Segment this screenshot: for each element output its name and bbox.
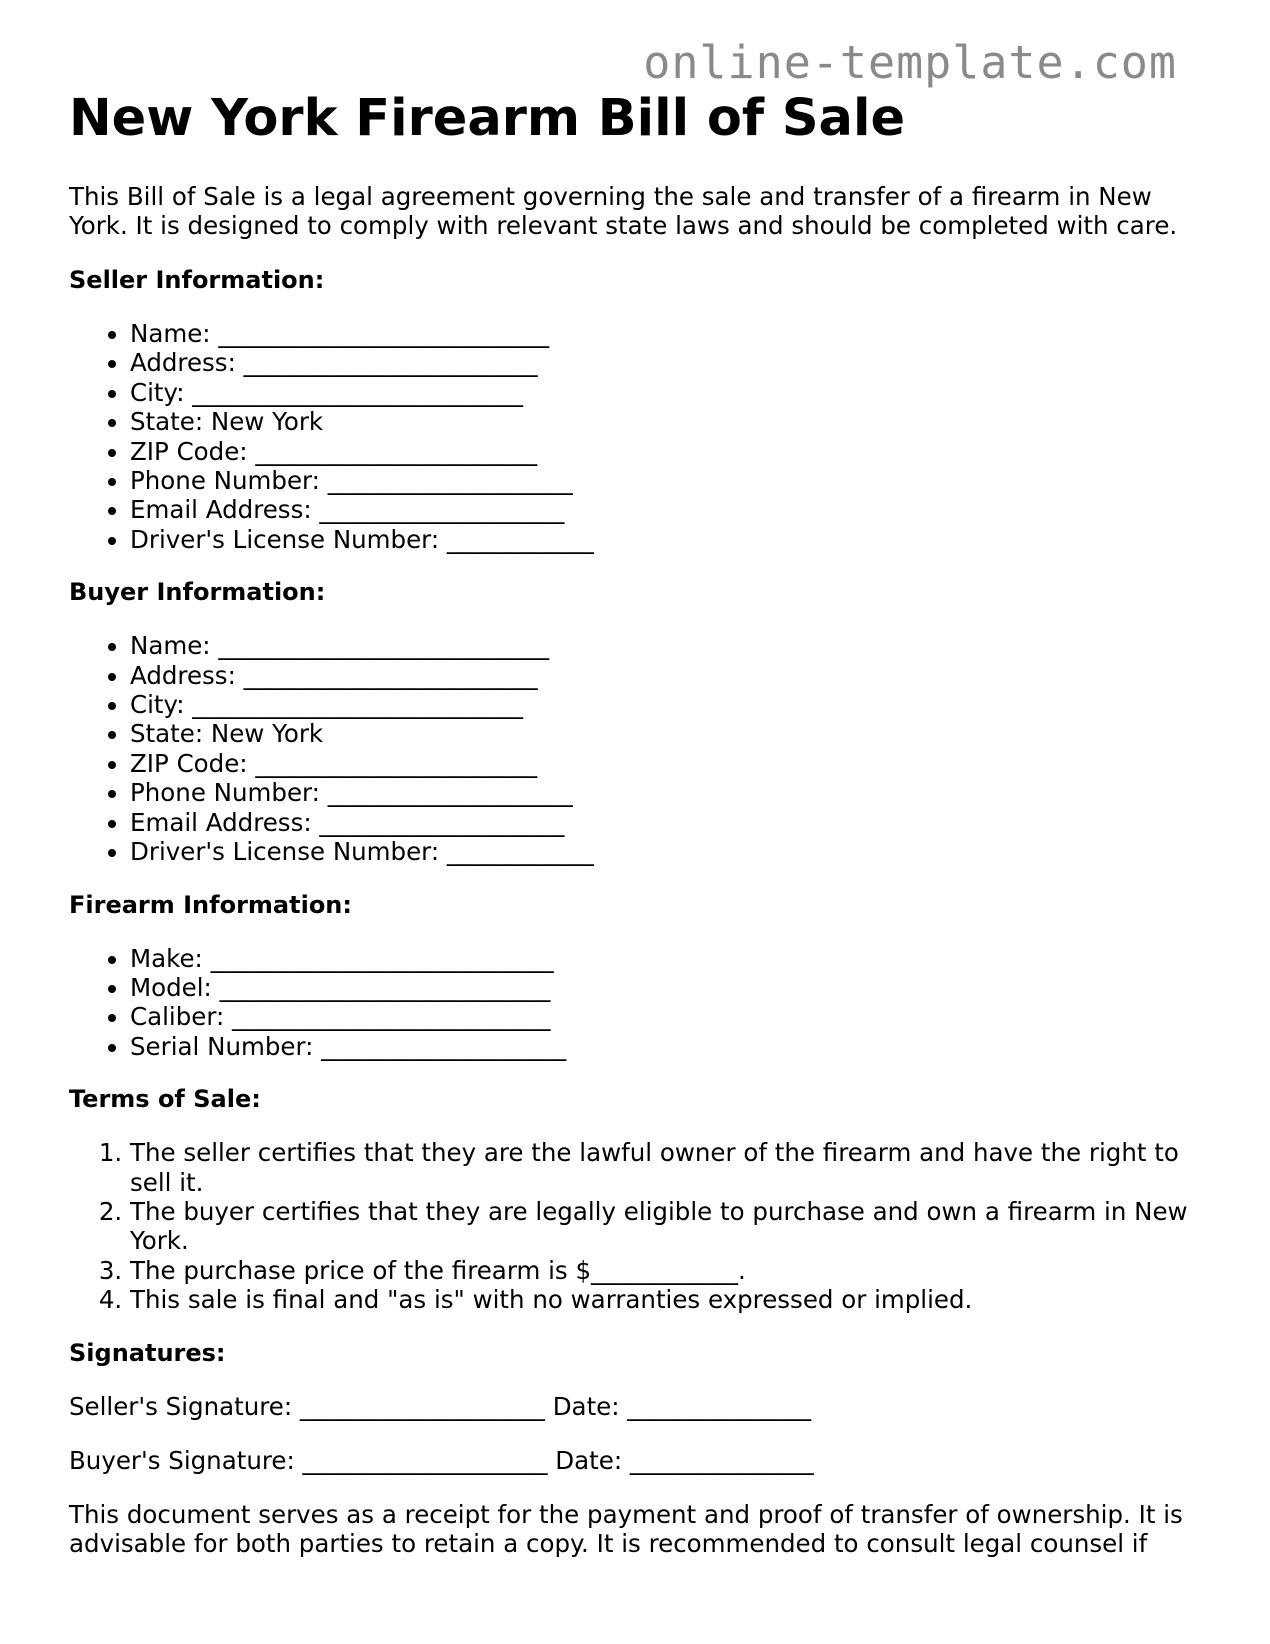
firearm-list (69, 944, 1199, 1062)
watermark-text: online-template.com (643, 36, 1177, 89)
buyer-phone-field: • Phone Number: ____________________ (130, 778, 1199, 807)
buyer-state-field: • State: New York (130, 719, 1199, 748)
buyer-license-field: • Driver's License Number: ____________ (130, 837, 1199, 866)
signatures-heading: Signatures: (69, 1338, 226, 1367)
closing-paragraph: This document serves as a receipt for the payment and proof of transfer of ownership. It is advisable for both parties to retain a copy. It is recommended to consult legal counsel if (69, 1499, 1183, 1558)
seller-name-field: • Name: ___________________________ (130, 319, 1199, 348)
buyer-email-field: • Email Address: ____________________ (130, 808, 1199, 837)
seller-address-field: • Address: ________________________ (130, 348, 1199, 377)
seller-zip-field: • ZIP Code: _______________________ (130, 437, 1199, 466)
term-item: 3. The purchase price of the firearm is $____________. (130, 1256, 1199, 1285)
document-page (69, 88, 1199, 1558)
firearm-make-field: • Make: ____________________________ (130, 944, 1199, 973)
document-title: New York Firearm Bill of Sale (69, 89, 906, 148)
seller-state-field: • State: New York (130, 407, 1199, 436)
buyer-address-field: • Address: ________________________ (130, 661, 1199, 690)
seller-city-field: • City: ___________________________ (130, 378, 1199, 407)
firearm-caliber-field: • Caliber: __________________________ (130, 1002, 1199, 1031)
buyer-zip-field: • ZIP Code: _______________________ (130, 749, 1199, 778)
seller-email-field: • Email Address: ____________________ (130, 495, 1199, 524)
firearm-model-field: • Model: ___________________________ (130, 973, 1199, 1002)
term-item: 1. The seller certifies that they are the lawful owner of the firearm and have the right to sell it. (130, 1138, 1199, 1197)
buyer-heading: Buyer Information: (69, 578, 326, 607)
intro-paragraph: This Bill of Sale is a legal agreement governing the sale and transfer of a firearm in New York. It is designed to comply with relevant state laws and should be completed with care. (69, 182, 1178, 240)
terms-list (69, 1138, 1199, 1314)
term-item: 4. This sale is final and "as is" with no warranties expressed or implied. (130, 1285, 1199, 1314)
buyer-name-field: • Name: ___________________________ (130, 631, 1199, 660)
seller-phone-field: • Phone Number: ____________________ (130, 466, 1199, 495)
firearm-heading: Firearm Information: (69, 890, 352, 919)
terms-heading: Terms of Sale: (69, 1085, 261, 1114)
buyer-list (69, 631, 1199, 866)
buyer-city-field: • City: ___________________________ (130, 690, 1199, 719)
term-item: 2. The buyer certifies that they are legally eligible to purchase and own a firearm in New York. (130, 1197, 1199, 1256)
seller-heading: Seller Information: (69, 266, 325, 294)
firearm-serial-field: • Serial Number: ____________________ (130, 1032, 1199, 1061)
seller-license-field: • Driver's License Number: ____________ (130, 525, 1199, 554)
seller-signature-line: Seller's Signature: ____________________ Date: _______________ (69, 1391, 812, 1421)
buyer-signature-line: Buyer's Signature: ____________________ Date: _______________ (69, 1445, 814, 1475)
seller-list (69, 319, 1199, 554)
